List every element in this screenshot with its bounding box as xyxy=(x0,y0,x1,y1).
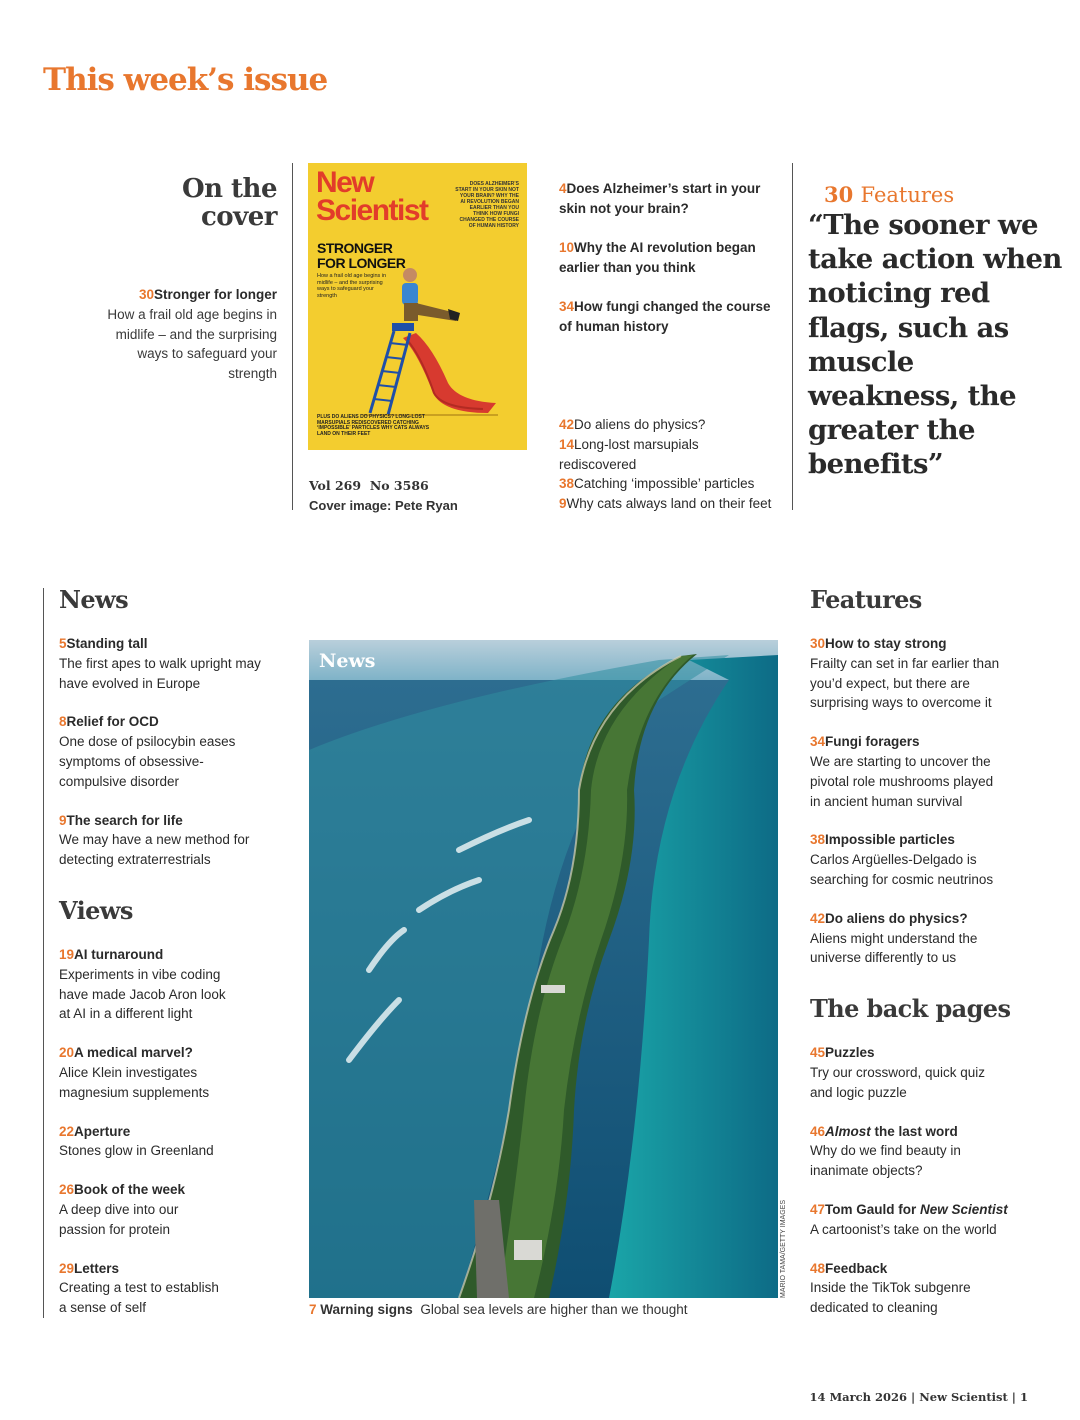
item-number: 42 xyxy=(810,910,826,926)
caption-number: 7 xyxy=(309,1302,317,1317)
item-title: How fungi changed the course of human history xyxy=(559,299,771,334)
list-item[interactable] xyxy=(559,494,779,514)
photo-section-tag: News xyxy=(319,650,376,672)
divider-left-column xyxy=(43,588,44,1318)
item-dek: One dose of psilocybin eases symptoms of obsessive-compulsive disorder xyxy=(59,734,236,789)
item-title-italic: Almost xyxy=(825,1123,871,1139)
item-number: 4 xyxy=(559,181,567,196)
caption-text: Global sea levels are higher than we thought xyxy=(420,1302,688,1317)
item-number: 45 xyxy=(810,1045,826,1061)
features-item[interactable] xyxy=(810,732,1000,811)
item-dek: Stones glow in Greenland xyxy=(59,1143,214,1159)
item-number: 42 xyxy=(559,417,575,432)
item-dek: The first apes to walk upright may have evolved in Europe xyxy=(59,655,261,691)
right-column xyxy=(810,585,1040,1318)
on-cover-heading-line2: cover xyxy=(200,202,277,232)
item-number: 38 xyxy=(559,476,575,492)
item-title: Catching ‘impossible’ particles xyxy=(574,476,755,492)
page-footer: 14 March 2026 | New Scientist | 1 xyxy=(809,1390,1028,1404)
feature-quote-section: Features xyxy=(860,183,955,207)
news-photo[interactable] xyxy=(309,640,778,1298)
volume-number: Vol 269 xyxy=(309,478,362,493)
story-number: 30 xyxy=(138,287,154,302)
item-title: Tom Gauld for xyxy=(825,1201,921,1217)
photo-credit-text: MARIO TAMA/GETTY IMAGES xyxy=(780,1199,787,1298)
views-item[interactable] xyxy=(59,945,229,1024)
views-item[interactable] xyxy=(59,1043,224,1102)
item-number: 38 xyxy=(810,832,826,848)
feature-quote-number: 30 xyxy=(824,182,854,207)
cover-logo-line2: Scientist xyxy=(316,194,428,227)
cover-slide-illustration xyxy=(308,163,527,450)
item-dek: Experiments in vibe coding have made Jacob Aron look at AI in a different light xyxy=(59,966,226,1022)
item-dek: Why do we find beauty in inanimate objects? xyxy=(810,1143,961,1179)
item-dek: We may have a new method for detecting extraterrestrials xyxy=(59,832,250,868)
item-title: Relief for OCD xyxy=(66,714,159,730)
item-title: Book of the week xyxy=(74,1182,186,1198)
item-title: Why cats always land on their feet xyxy=(566,496,772,512)
cover-dek: How a frail old age begins in midlife – and the surprising ways to safeguard your strength xyxy=(317,273,387,299)
item-number: 34 xyxy=(810,734,826,750)
item-dek: A deep dive into our passion for protein xyxy=(59,1201,179,1237)
item-title: How to stay strong xyxy=(825,636,947,651)
mid-item-2[interactable] xyxy=(559,238,784,278)
item-number: 9 xyxy=(559,496,567,512)
list-item[interactable] xyxy=(559,435,779,475)
mid-item-3[interactable] xyxy=(559,297,784,337)
cover-story-link[interactable] xyxy=(100,285,277,384)
item-title: Long-lost marsupials rediscovered xyxy=(559,436,699,472)
cover-logo-line1: New xyxy=(316,166,374,199)
back-pages-item[interactable] xyxy=(810,1043,990,1102)
divider-right-mid xyxy=(792,163,793,510)
item-title: the last word xyxy=(870,1123,958,1139)
item-number: 26 xyxy=(59,1182,75,1198)
cover-headline-line1: STRONGER xyxy=(317,240,393,256)
story-title: Stronger for longer xyxy=(153,287,277,302)
item-title: Aperture xyxy=(74,1123,131,1139)
caption-title: Warning signs xyxy=(320,1302,413,1317)
item-number: 47 xyxy=(810,1201,826,1217)
mid-bottom-list xyxy=(559,415,779,514)
news-item[interactable] xyxy=(59,634,289,693)
item-number: 34 xyxy=(559,299,575,314)
item-dek: Inside the TikTok subgenre dedicated to cleaning xyxy=(810,1280,971,1316)
back-pages-heading: The back pages xyxy=(810,994,1011,1024)
item-number: 8 xyxy=(59,714,67,730)
item-number: 10 xyxy=(559,240,575,255)
item-dek: Frailty can set in far earlier than you’d expect, but there are surprising ways to overcome it xyxy=(810,655,1000,711)
features-item[interactable] xyxy=(810,830,1010,889)
features-item[interactable] xyxy=(810,909,990,968)
item-number: 14 xyxy=(559,436,575,452)
item-dek: A cartoonist’s take on the world xyxy=(810,1221,997,1237)
item-dek: Creating a test to establish a sense of self xyxy=(59,1280,219,1316)
back-pages-item[interactable] xyxy=(810,1122,980,1181)
photo-credit xyxy=(780,1190,792,1298)
views-item[interactable] xyxy=(59,1259,229,1318)
pull-quote: “The sooner we take action when noticing red flags, such as muscle weakness, the greater the benefits” xyxy=(808,209,1062,481)
cover-meta xyxy=(309,476,458,516)
on-cover-heading-line1: On the xyxy=(181,174,277,204)
item-title: Puzzles xyxy=(825,1045,875,1061)
item-number: 19 xyxy=(59,946,75,962)
story-dek: How a frail old age begins in midlife – and the surprising ways to safeguard your strength xyxy=(107,306,277,382)
item-dek: Try our crossword, quick quiz and logic puzzle xyxy=(810,1064,986,1100)
features-heading: Features xyxy=(810,585,922,614)
views-item[interactable] xyxy=(59,1122,289,1162)
item-title: Impossible particles xyxy=(825,832,955,848)
item-dek: Alice Klein investigates magnesium supplements xyxy=(59,1064,210,1100)
item-title: Feedback xyxy=(825,1260,888,1276)
item-title: AI turnaround xyxy=(74,946,164,962)
issue-number: No 3586 xyxy=(369,478,429,493)
cover-side-text: DOES ALZHEIMER’S START IN YOUR SKIN NOT YOUR BRAIN? WHY THE AI REVOLUTION BEGAN EARLIER THAN YOU THINK HOW FUNGI CHANGED THE COURSE OF HUMAN HISTORY xyxy=(455,181,519,229)
magazine-cover[interactable] xyxy=(308,163,527,450)
left-column xyxy=(59,585,289,1318)
item-title: Letters xyxy=(74,1260,120,1276)
back-pages-item[interactable] xyxy=(810,1200,1030,1240)
list-item[interactable] xyxy=(559,474,779,494)
views-heading: Views xyxy=(59,895,133,925)
item-dek: Aliens might understand the universe differently to us xyxy=(810,930,978,966)
item-number: 22 xyxy=(59,1123,75,1139)
list-item[interactable] xyxy=(559,415,779,435)
item-dek: We are starting to uncover the pivotal role mushrooms played in ancient human survival xyxy=(810,753,994,809)
item-number: 30 xyxy=(810,636,826,651)
cover-headline-line2: FOR LONGER xyxy=(317,255,406,271)
cover-image-credit: Cover image: Pete Ryan xyxy=(309,498,458,513)
item-title: The search for life xyxy=(66,812,183,828)
page-title: This week’s issue xyxy=(43,62,328,98)
photo-caption[interactable] xyxy=(309,1302,688,1317)
news-item[interactable] xyxy=(59,712,289,791)
on-the-cover xyxy=(100,175,277,384)
features-item[interactable] xyxy=(810,634,1000,713)
item-number: 46 xyxy=(810,1123,826,1139)
item-title: Standing tall xyxy=(66,636,148,651)
back-pages-item[interactable] xyxy=(810,1259,980,1318)
item-title: Does Alzheimer’s start in your skin not your brain? xyxy=(559,181,761,216)
atoll-aerial-image xyxy=(309,640,778,1298)
item-title: Do aliens do physics? xyxy=(825,910,968,926)
mid-item-1[interactable] xyxy=(559,179,784,219)
item-number: 48 xyxy=(810,1260,826,1276)
item-number: 20 xyxy=(59,1045,75,1061)
feature-quote-label xyxy=(824,182,954,207)
item-title: Why the AI revolution began earlier than you think xyxy=(559,240,756,275)
item-title: Do aliens do physics? xyxy=(574,417,706,432)
cover-plus-text: PLUS DO ALIENS DO PHYSICS? LONG-LOST MARSUPIALS REDISCOVERED CATCHING ‘IMPOSSIBLE’ PARTICLES WHY CATS ALWAYS LAND ON THEIR FEET xyxy=(317,414,430,437)
item-title: Fungi foragers xyxy=(825,734,920,750)
item-title: A medical marvel? xyxy=(74,1045,193,1061)
item-number: 5 xyxy=(59,636,67,651)
on-cover-heading xyxy=(100,175,277,231)
item-title-italic: New Scientist xyxy=(920,1201,1008,1217)
divider-left-cover xyxy=(292,163,293,510)
item-number: 29 xyxy=(59,1260,75,1276)
item-number: 9 xyxy=(59,812,67,828)
item-dek: Carlos Argüelles-Delgado is searching for cosmic neutrinos xyxy=(810,852,994,887)
news-heading: News xyxy=(59,585,128,614)
news-item[interactable] xyxy=(59,811,289,870)
views-item[interactable] xyxy=(59,1180,199,1239)
